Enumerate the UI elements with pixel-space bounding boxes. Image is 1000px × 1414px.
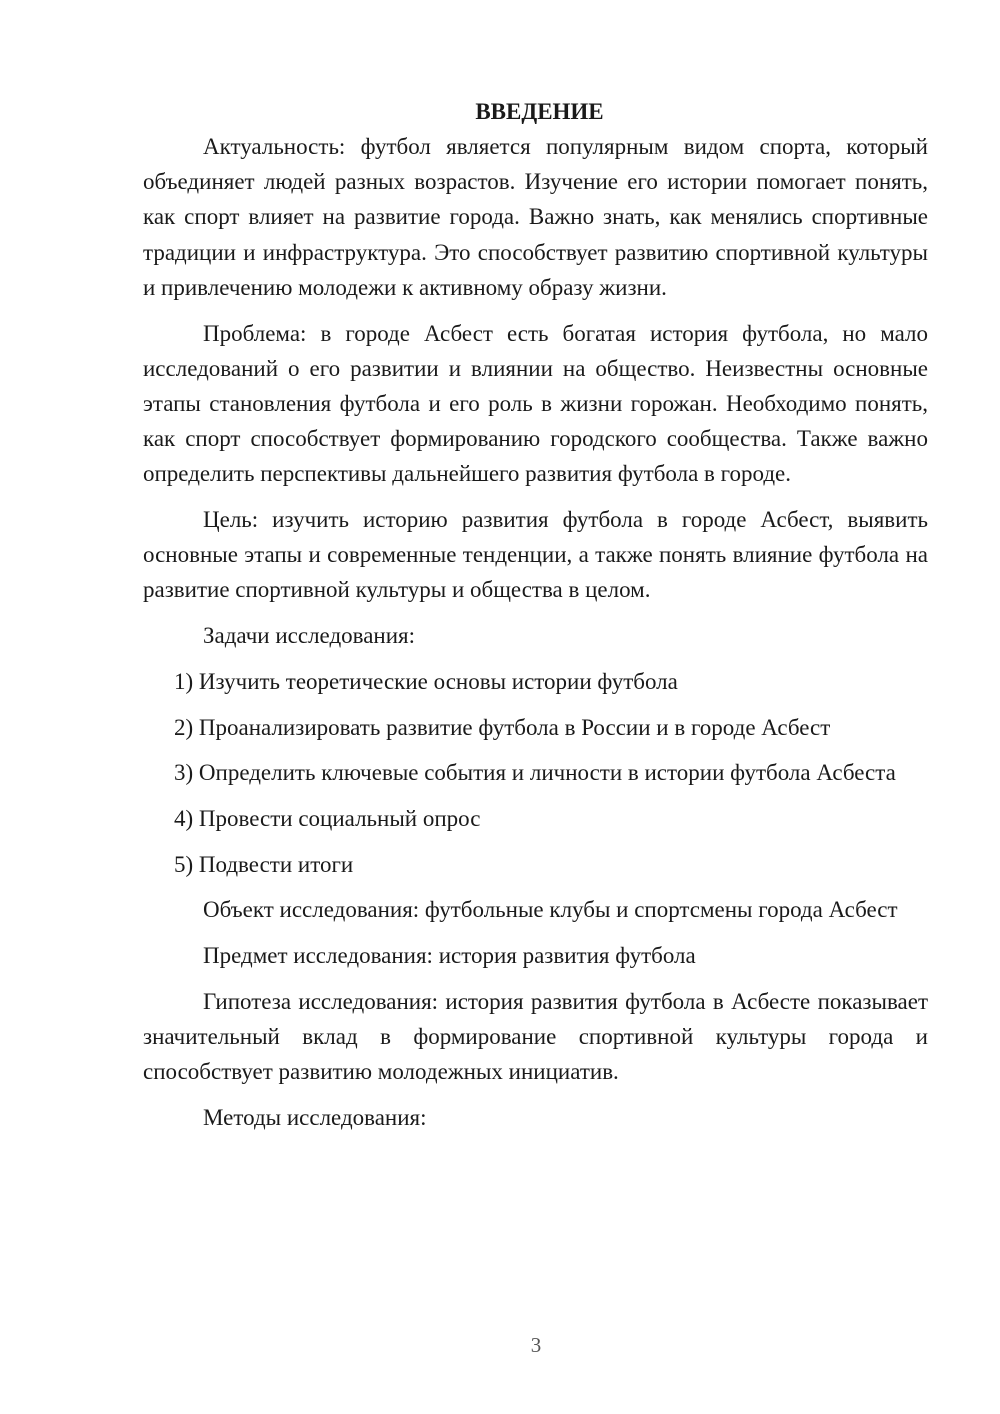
paragraph-subject: Предмет исследования: история развития футбола — [203, 943, 696, 969]
page-content — [143, 94, 928, 1135]
paragraph-gap — [143, 745, 928, 756]
paragraph-object: Объект исследования: футбольные клубы и спортсмены города Асбест — [203, 897, 898, 923]
paragraph-methods: Методы исследования: — [203, 1104, 427, 1130]
section-title: ВВЕДЕНИЕ — [475, 99, 604, 124]
paragraph-tasks-heading: Задачи исследования: — [203, 623, 416, 649]
paragraph-gap — [143, 492, 928, 503]
paragraph-problem: Проблема: в городе Асбест есть богатая история футбола, но мало исследований о его развитии и влиянии на общество. Неизвестны основные этапы становления футбола и его роль в жизни горожан. Необходимо понять, как спорт способствует формированию городского сообщества. Также важно определить перспективы дальнейшего развития футбола в городе. — [143, 320, 928, 487]
task-item: 2) Проанализировать развитие футбола в России и в городе Асбест — [174, 714, 831, 740]
paragraph-gap — [143, 699, 928, 710]
paragraph-gap — [143, 305, 928, 316]
paragraph-goal: Цель: изучить историю развития футбола в городе Асбест, выявить основные этапы и современные тенденции, а также понять влияние футбола на развитие спортивной культуры и общества в целом. — [143, 507, 928, 603]
paragraph-hypothesis: Гипотеза исследования: история развития футбола в Асбесте показывает значительный вклад в формирование спортивной культуры города и способствует развитию молодежных инициатив. — [143, 988, 928, 1085]
page-number: 3 — [530, 1333, 542, 1357]
paragraph-gap — [143, 790, 928, 801]
task-item: 3) Определить ключевые события и личности в истории футбола Асбеста — [174, 760, 896, 786]
task-item: 4) Провести социальный опрос — [174, 805, 481, 831]
paragraph-gap — [143, 882, 928, 893]
paragraph-gap — [143, 1089, 928, 1100]
paragraph-gap — [143, 653, 928, 664]
task-item: 5) Подвести итоги — [174, 851, 354, 877]
paragraph-gap — [143, 608, 928, 619]
paragraph-gap — [143, 836, 928, 847]
paragraph-gap — [143, 928, 928, 939]
paragraph-relevance: Актуальность: футбол является популярным видом спорта, который объединяет людей разных возрастов. Изучение его истории помогает понять, как спорт влияет на развитие города. Важно знать, как менялись спортивные традиции и инфраструктура. Это способствует развитию спортивной культуры и привлечению молодежи к активному образу жизни. — [143, 134, 928, 300]
task-item: 1) Изучить теоретические основы истории футбола — [174, 668, 678, 694]
paragraph-gap — [143, 973, 928, 984]
